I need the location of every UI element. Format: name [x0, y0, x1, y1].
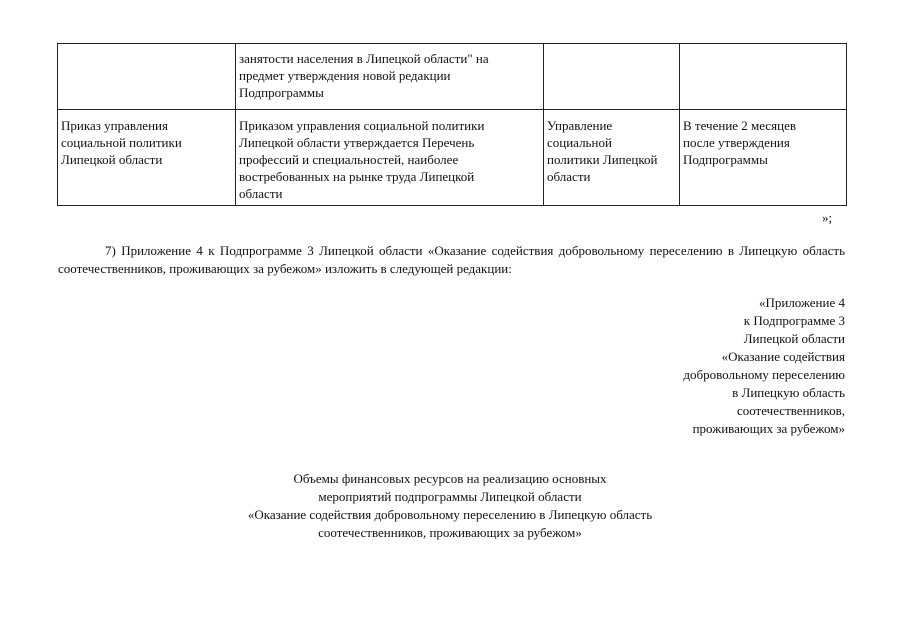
table-cell	[544, 110, 680, 206]
table-cell	[58, 110, 236, 206]
cell-text: Управление социальной политики Липецкой области	[547, 118, 658, 184]
cell-text: В течение 2 месяцев после утверждения Подпрограммы	[683, 118, 796, 167]
paragraph-7: 7) Приложение 4 к Подпрограмме 3 Липецкой области «Оказание содействия добровольному переселению в Липецкую область соотечественников, проживающих за рубежом» изложить в следующей редакции:	[58, 243, 845, 276]
cell-text: занятости населения в Липецкой области" на предмет утверждения новой редакции Подпрограммы	[239, 51, 489, 100]
cell-text: Приказ управления социальной политики Липецкой области	[61, 118, 182, 167]
cell-text: Приказом управления социальной политики Липецкой области утверждается Перечень профессий и специальностей, наиболее востребованных на рынке труда Липецкой области	[239, 118, 485, 201]
table-cell	[236, 44, 544, 110]
table-cell	[236, 110, 544, 206]
measures-table	[57, 43, 847, 206]
section-title: Объемы финансовых ресурсов на реализацию основных мероприятий подпрограммы Липецкой области «Оказание содействия добровольному переселению в Липецкую область соотечественников, проживающих за рубежом»	[247, 471, 653, 540]
table-cell	[680, 110, 847, 206]
table-row	[58, 44, 847, 110]
table-cell	[680, 44, 847, 110]
table-row	[58, 110, 847, 206]
closing-quote: »;	[822, 210, 833, 225]
table-cell	[58, 44, 236, 110]
table-cell	[544, 44, 680, 110]
appendix-heading: «Приложение 4 к Подпрограмме 3 Липецкой области «Оказание содействия добровольному переселению в Липецкую область соотечественников, проживающих за рубежом»	[683, 295, 845, 436]
